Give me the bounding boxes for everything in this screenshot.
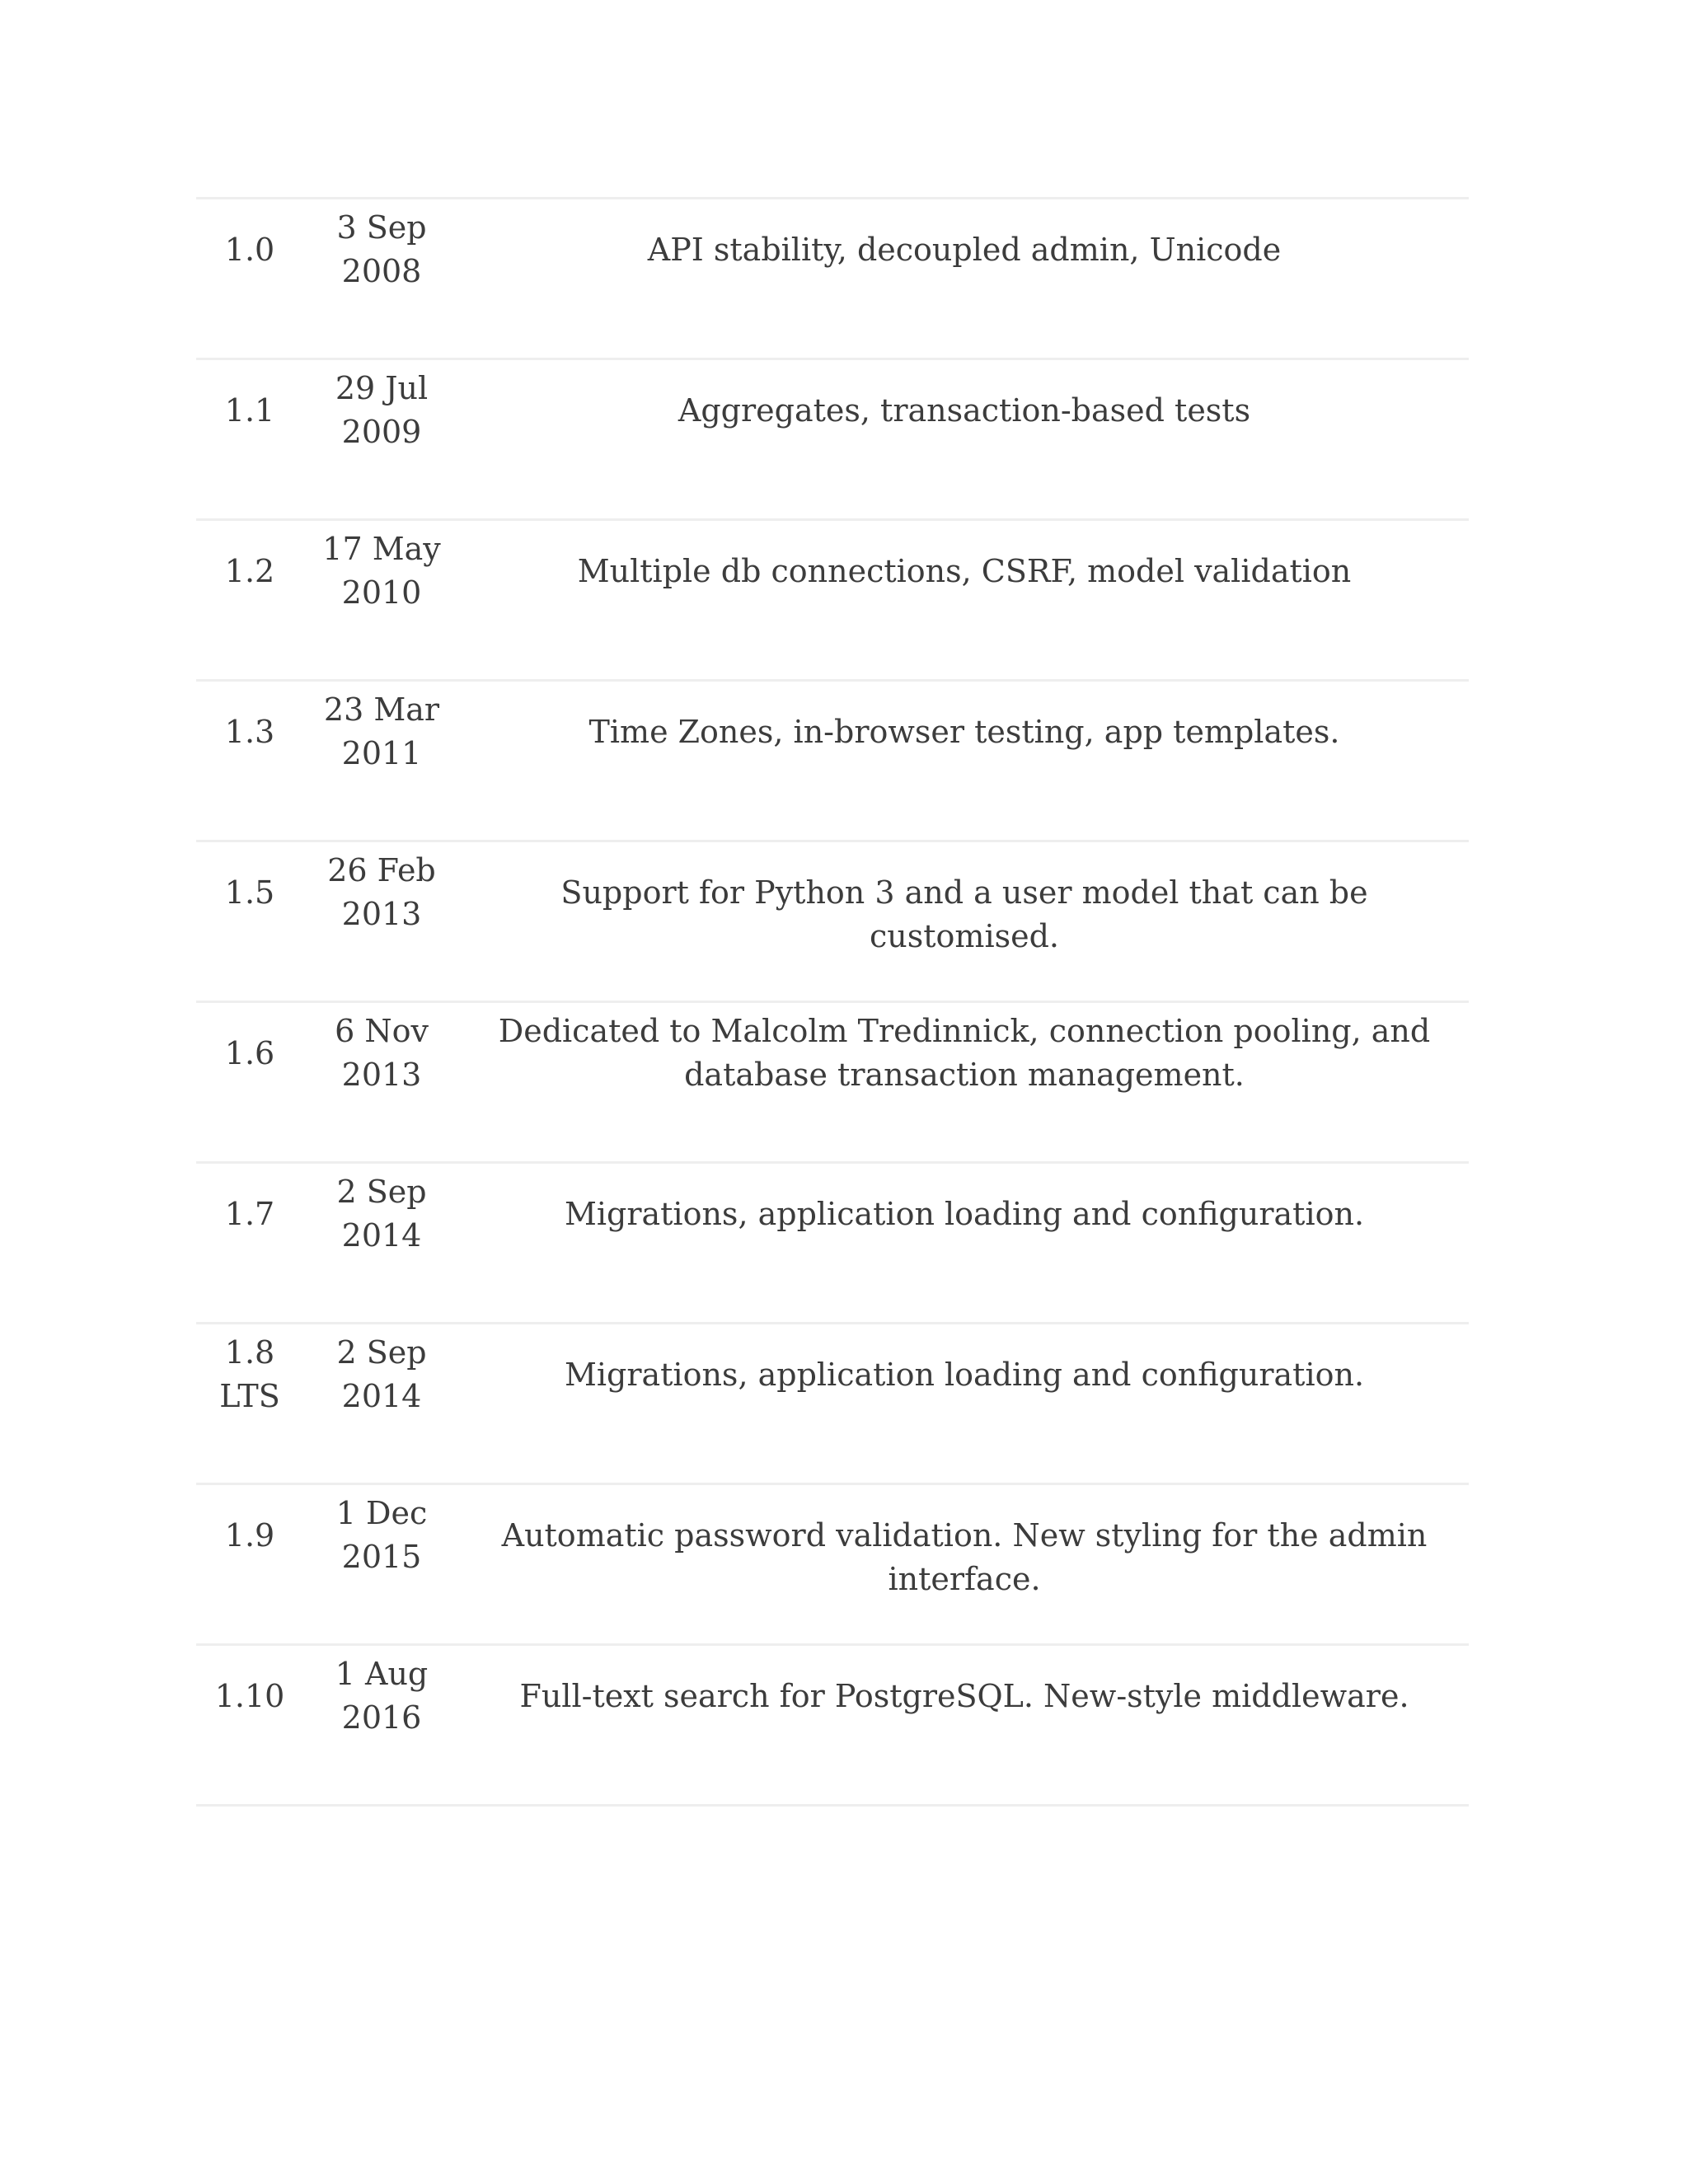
- date-day: 23 Mar: [323, 691, 440, 728]
- date-cell: [303, 682, 460, 840]
- date-day: 29 Jul: [335, 370, 429, 406]
- description-cell: Migrations, application loading and configuration.: [564, 1196, 1365, 1232]
- date-year: 2013: [341, 896, 422, 932]
- date-day: 2 Sep: [336, 1334, 427, 1371]
- date-cell: [303, 360, 460, 518]
- date-day: 6 Nov: [335, 1013, 429, 1049]
- table-row: [196, 1324, 1469, 1485]
- date-cell: [303, 521, 460, 679]
- date-day: 2 Sep: [336, 1174, 427, 1210]
- date-cell: [303, 1485, 460, 1643]
- version-cell: [196, 1324, 303, 1483]
- version-cell: 1.5: [224, 874, 275, 911]
- date-day: 26 Feb: [327, 852, 436, 888]
- date-year: 2016: [341, 1699, 422, 1736]
- date-day: 3 Sep: [336, 209, 427, 246]
- date-cell: [303, 199, 460, 358]
- description-cell: API stability, decoupled admin, Unicode: [647, 232, 1282, 268]
- date-cell: [303, 842, 460, 1001]
- date-year: 2015: [341, 1539, 422, 1575]
- date-year: 2011: [341, 735, 422, 771]
- version-cell: 1.10: [214, 1678, 285, 1714]
- description-cell: Full-text search for PostgreSQL. New-style middleware.: [519, 1678, 1409, 1714]
- version-tag: LTS: [219, 1378, 280, 1414]
- release-table: [196, 197, 1469, 1807]
- description-cell: Support for Python 3 and a user model that can be customised.: [560, 874, 1368, 954]
- table-row: [196, 521, 1469, 682]
- date-year: 2008: [341, 253, 422, 289]
- description-cell: Automatic password validation. New styling for the admin interface.: [501, 1517, 1428, 1597]
- date-year: 2009: [341, 414, 422, 450]
- version-cell: 1.0: [224, 232, 275, 268]
- version-cell: 1.3: [224, 714, 275, 750]
- date-day: 17 May: [322, 531, 441, 567]
- date-day: 1 Aug: [335, 1656, 429, 1692]
- version-cell: 1.6: [224, 1035, 275, 1071]
- date-year: 2010: [341, 574, 422, 611]
- table-row: [196, 199, 1469, 360]
- date-day: 1 Dec: [335, 1495, 428, 1531]
- version-cell: 1.2: [224, 553, 275, 589]
- table-row: [196, 360, 1469, 521]
- description-cell: Migrations, application loading and configuration.: [564, 1357, 1365, 1393]
- table-row: [196, 682, 1469, 842]
- date-year: 2013: [341, 1057, 422, 1093]
- version-cell: 1.1: [224, 392, 275, 429]
- description-cell: Dedicated to Malcolm Tredinnick, connection pooling, and database transaction management.: [498, 1013, 1431, 1093]
- table-row: [196, 1485, 1469, 1646]
- date-cell: [303, 1164, 460, 1322]
- version-number: 1.8: [224, 1334, 275, 1371]
- table-row: [196, 1646, 1469, 1807]
- date-cell: [303, 1646, 460, 1804]
- date-cell: [303, 1003, 460, 1161]
- version-cell: 1.7: [224, 1196, 275, 1232]
- date-year: 2014: [341, 1378, 422, 1414]
- description-cell: Multiple db connections, CSRF, model validation: [577, 553, 1352, 589]
- date-cell: [303, 1324, 460, 1483]
- table-row: [196, 842, 1469, 1003]
- table-row: [196, 1164, 1469, 1324]
- version-cell: 1.9: [224, 1517, 275, 1554]
- description-cell: Aggregates, transaction-based tests: [678, 392, 1251, 429]
- date-year: 2014: [341, 1217, 422, 1254]
- description-cell: Time Zones, in-browser testing, app templates.: [588, 714, 1340, 750]
- table-row: [196, 1003, 1469, 1164]
